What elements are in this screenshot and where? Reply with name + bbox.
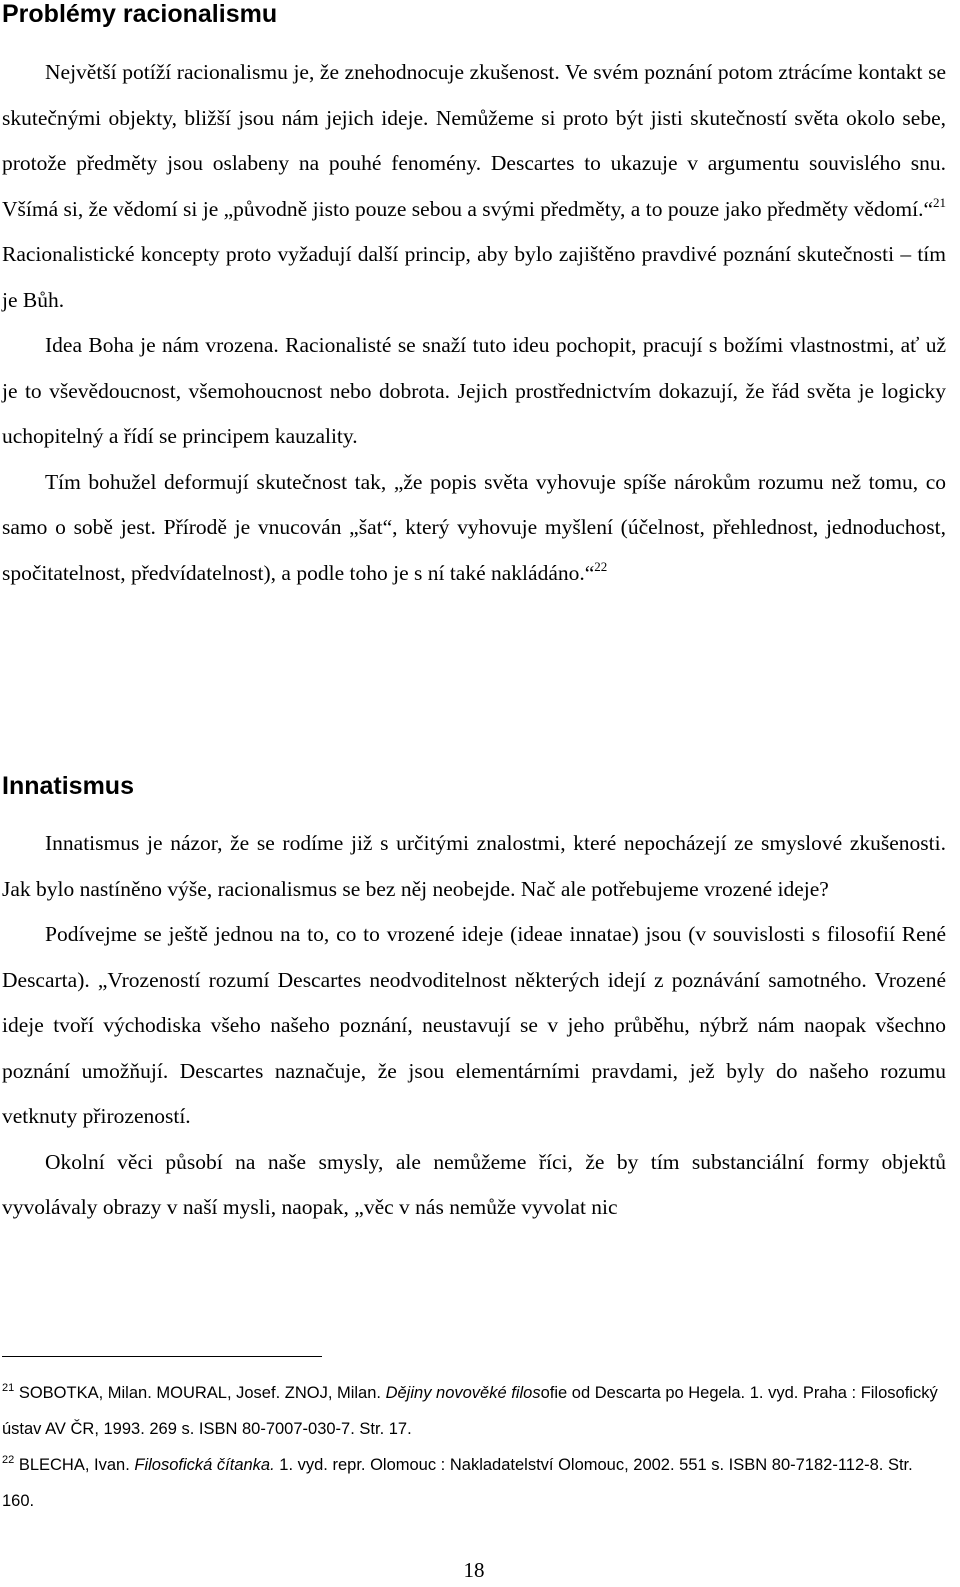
paragraph [2,460,946,597]
section-body-innatismus [2,821,946,1231]
footnote-title: Filosofická čítanka. [134,1456,275,1474]
paragraph: Podívejme se ještě jednou na to, co to vrozené ideje (ideae innatae) jsou (v souvislosti s filosofií René Descarta). „Vrozeností rozumí Descartes neodvoditelnost některých idejí z poznávání samotného. Vrozené ideje tvoří východiska všeho našeho poznání, neustavují se v jeho průběhu, nýbrž nám naopak všechno poznání umožňují. Descartes naznačuje, že jsou elementárními pravdami, jež byly do našeho rozumu vetknuty přirozeností. [2,922,946,1128]
page-number: 18 [463,1558,485,1582]
paragraph: Innatismus je názor, že se rodíme již s určitými znalostmi, které nepocházejí ze smyslové zkušenosti. Jak bylo nastíněno výše, racionalismus se bez něj neobejde. Nač ale potřebujeme vrozené ideje? [2,831,946,901]
paragraph [2,50,946,323]
paragraph-text: Tím bohužel deformují skutečnost tak, „že popis světa vyhovuje spíše nárokům rozumu než tomu, co samo o sobě jest. Přírodě je vnucován „šat“, který vyhovuje myšlení (účelnost, přehlednost, jednoduchost, spočitatelnost, předvídatelnost), a podle toho je s ní také nakládáno.“ [2,469,946,585]
paragraph: Idea Boha je nám vrozena. Racionalisté se snaží tuto ideu pochopit, pracují s božími vlastnostmi, ať už je to vševědoucnost, všemohoucnost nebo dobrota. Jejich prostřednictvím dokazují, že řád světa je logicky uchopitelný a řídí se principem kauzality. [2,333,946,448]
footnote-reference[interactable]: 21 [933,194,946,210]
footnote [2,1375,946,1447]
paragraph: Okolní věci působí na naše smysly, ale nemůžeme říci, že by tím substanciální formy objektů vyvolávaly obrazy v naší mysli, naopak, „věc v nás nemůže vyvolat nic [2,1149,946,1219]
paragraph-text: Racionalistické koncepty proto vyžadují další princip, aby bylo zajištěno pravdivé poznání skutečnosti – tím je Bůh. [2,242,946,312]
footnote-title: Dějiny novověké filos [385,1384,541,1402]
section-heading-problemy-racionalismu: Problémy racionalismu [2,0,278,28]
footnote-reference[interactable]: 22 [594,558,608,574]
footnote-text: BLECHA, Ivan. [14,1456,135,1474]
footnote [2,1447,946,1519]
footnote-text: SOBOTKA, Milan. MOURAL, Josef. ZNOJ, Milan. [14,1384,386,1402]
footnote-number: 21 [2,1382,15,1394]
footnotes [2,1375,946,1519]
section-body-problemy-racionalismu [2,50,946,596]
footnote-text: 1. vyd. repr. Olomouc : Nakladatelství Olomouc, 2002. 551 s. ISBN 80-7182-112-8. Str. 160. [2,1456,913,1510]
footnote-text: ofie od Descarta po Hegela. 1. vyd. Praha : Filosofický ústav AV ČR, 1993. 269 s. ISBN 80-7007-030-7. Str. 17. [2,1384,938,1438]
footnote-number: 22 [2,1454,15,1466]
paragraph-text: Největší potíží racionalismu je, že znehodnocuje zkušenost. Ve svém poznání potom ztrácíme kontakt se skutečnými objekty, bližší jsou nám jejich ideje. Nemůžeme si proto být jisti skutečností světa okolo sebe, protože předměty jsou oslabeny na pouhé fenomény. Descartes to ukazuje v argumentu souvislého snu. Všímá si, že vědomí si je „původně jisto pouze sebou a svými předměty, a to pouze jako předměty vědomí.“ [2,60,946,221]
section-heading-innatismus: Innatismus [2,772,134,800]
footnote-separator [2,1356,322,1357]
